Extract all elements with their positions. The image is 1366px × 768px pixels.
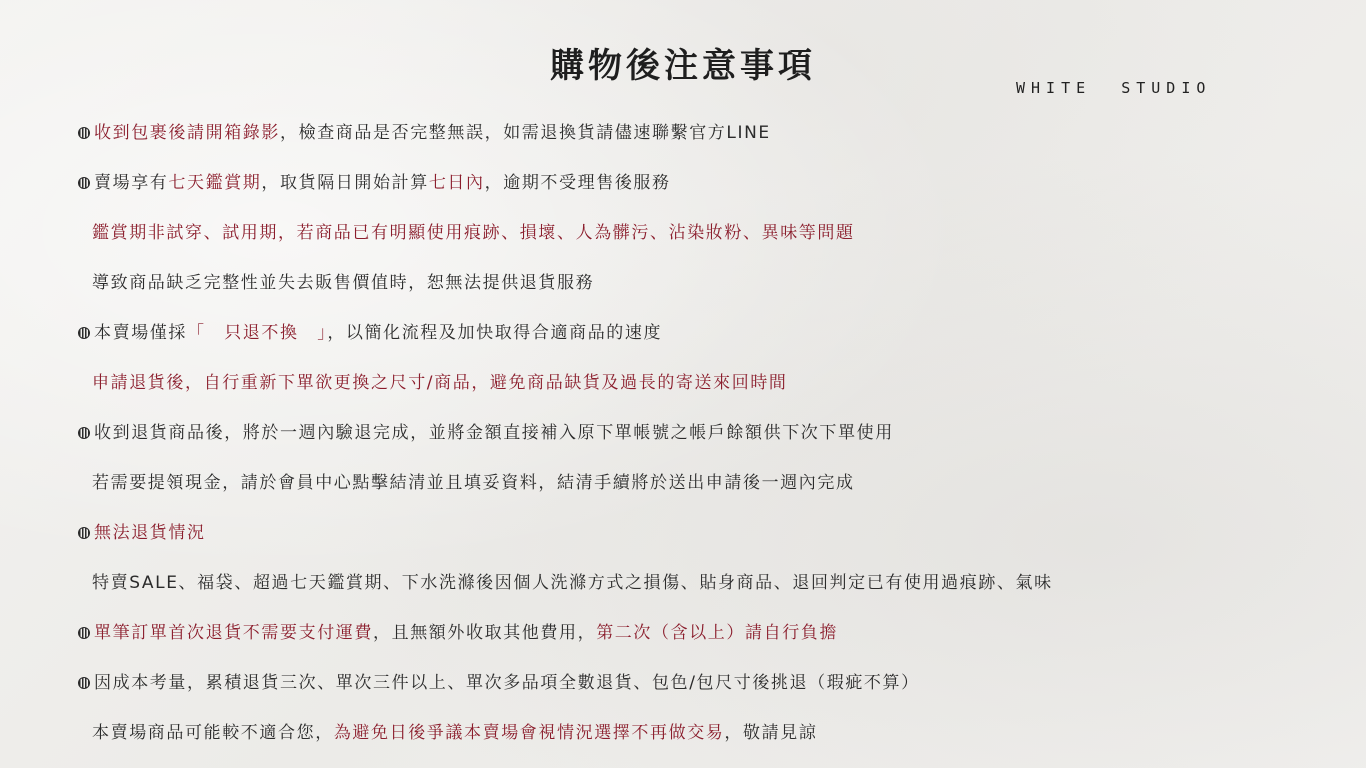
- notice-line: [92, 371, 788, 395]
- notice-line: [92, 571, 1053, 595]
- highlight-text: 七日內: [428, 173, 485, 193]
- notice-line: [92, 471, 855, 495]
- brand-name: WHITE STUDIO: [1016, 79, 1212, 97]
- notice-text: ，敬請見諒: [724, 723, 818, 743]
- notice-line: [92, 271, 594, 295]
- notice-line: [78, 621, 838, 645]
- notice-text: 因成本考量，累積退貨三次、單次三件以上、單次多品項全數退貨、包色/包尺寸後挑退（瑕疵不算）: [94, 673, 920, 693]
- notice-line: [92, 221, 855, 245]
- notice-text: ，以簡化流程及加快取得合適商品的速度: [327, 323, 663, 343]
- bullet-dot-icon: [78, 627, 90, 639]
- highlight-text: 單筆訂單首次退貨不需要支付運費: [94, 623, 373, 643]
- bullet-dot-icon: [78, 677, 90, 689]
- highlight-text: 收到包裹後請開箱錄影: [94, 123, 280, 143]
- notice-text: 本賣場商品可能較不適合您，: [92, 723, 334, 743]
- notice-line: [92, 721, 817, 745]
- notice-text: ，逾期不受理售後服務: [484, 173, 671, 193]
- highlight-text: 申請退貨後，自行重新下單欲更換之尺寸/商品，避免商品缺貨及過長的寄送來回時間: [92, 373, 788, 393]
- highlight-text: 為避免日後爭議本賣場會視情況選擇不再做交易: [333, 723, 725, 743]
- notice-text: 本賣場僅採: [94, 323, 187, 343]
- notice-text: 特賣SALE、福袋、超過七天鑑賞期、下水洗滌後因個人洗滌方式之損傷、貼身商品、退回判定已有使用過痕跡、氣味: [92, 573, 1053, 593]
- bullet-dot-icon: [78, 327, 90, 339]
- notice-line: [78, 521, 206, 545]
- notice-text: ，取貨隔日開始計算: [261, 173, 429, 193]
- bullet-dot-icon: [78, 427, 90, 439]
- notice-text: ，且無額外收取其他費用，: [373, 623, 597, 643]
- notice-line: [78, 171, 671, 195]
- notice-text: 若需要提領現金，請於會員中心點擊結清並且填妥資料，結清手續將於送出申請後一週內完成: [92, 473, 855, 493]
- highlight-text: 鑑賞期非試穿、試用期，若商品已有明顯使用痕跡、損壞、人為髒污、沾染妝粉、異味等問題: [92, 223, 855, 243]
- bullet-dot-icon: [78, 177, 90, 189]
- highlight-text: 第二次（含以上）請自行負擔: [596, 623, 839, 643]
- notice-text: ，檢查商品是否完整無誤，如需退換貨請儘速聯繫官方LINE: [280, 123, 771, 143]
- notice-text: 賣場享有: [94, 173, 169, 193]
- notice-line: [78, 421, 894, 445]
- notice-line: [78, 121, 771, 145]
- notice-line: [78, 671, 920, 695]
- notice-text: 導致商品缺乏完整性並失去販售價值時，恕無法提供退貨服務: [92, 273, 595, 293]
- notice-line: [78, 321, 662, 345]
- bullet-dot-icon: [78, 127, 90, 139]
- highlight-text: 「 只退不換 」: [187, 323, 328, 343]
- highlight-text: 七天鑑賞期: [168, 173, 262, 193]
- notice-text: 收到退貨商品後，將於一週內驗退完成，並將金額直接補入原下單帳號之帳戶餘額供下次下單使用: [94, 423, 894, 443]
- highlight-text: 無法退貨情況: [94, 523, 206, 543]
- bullet-dot-icon: [78, 527, 90, 539]
- page-title: 購物後注意事項: [550, 46, 816, 86]
